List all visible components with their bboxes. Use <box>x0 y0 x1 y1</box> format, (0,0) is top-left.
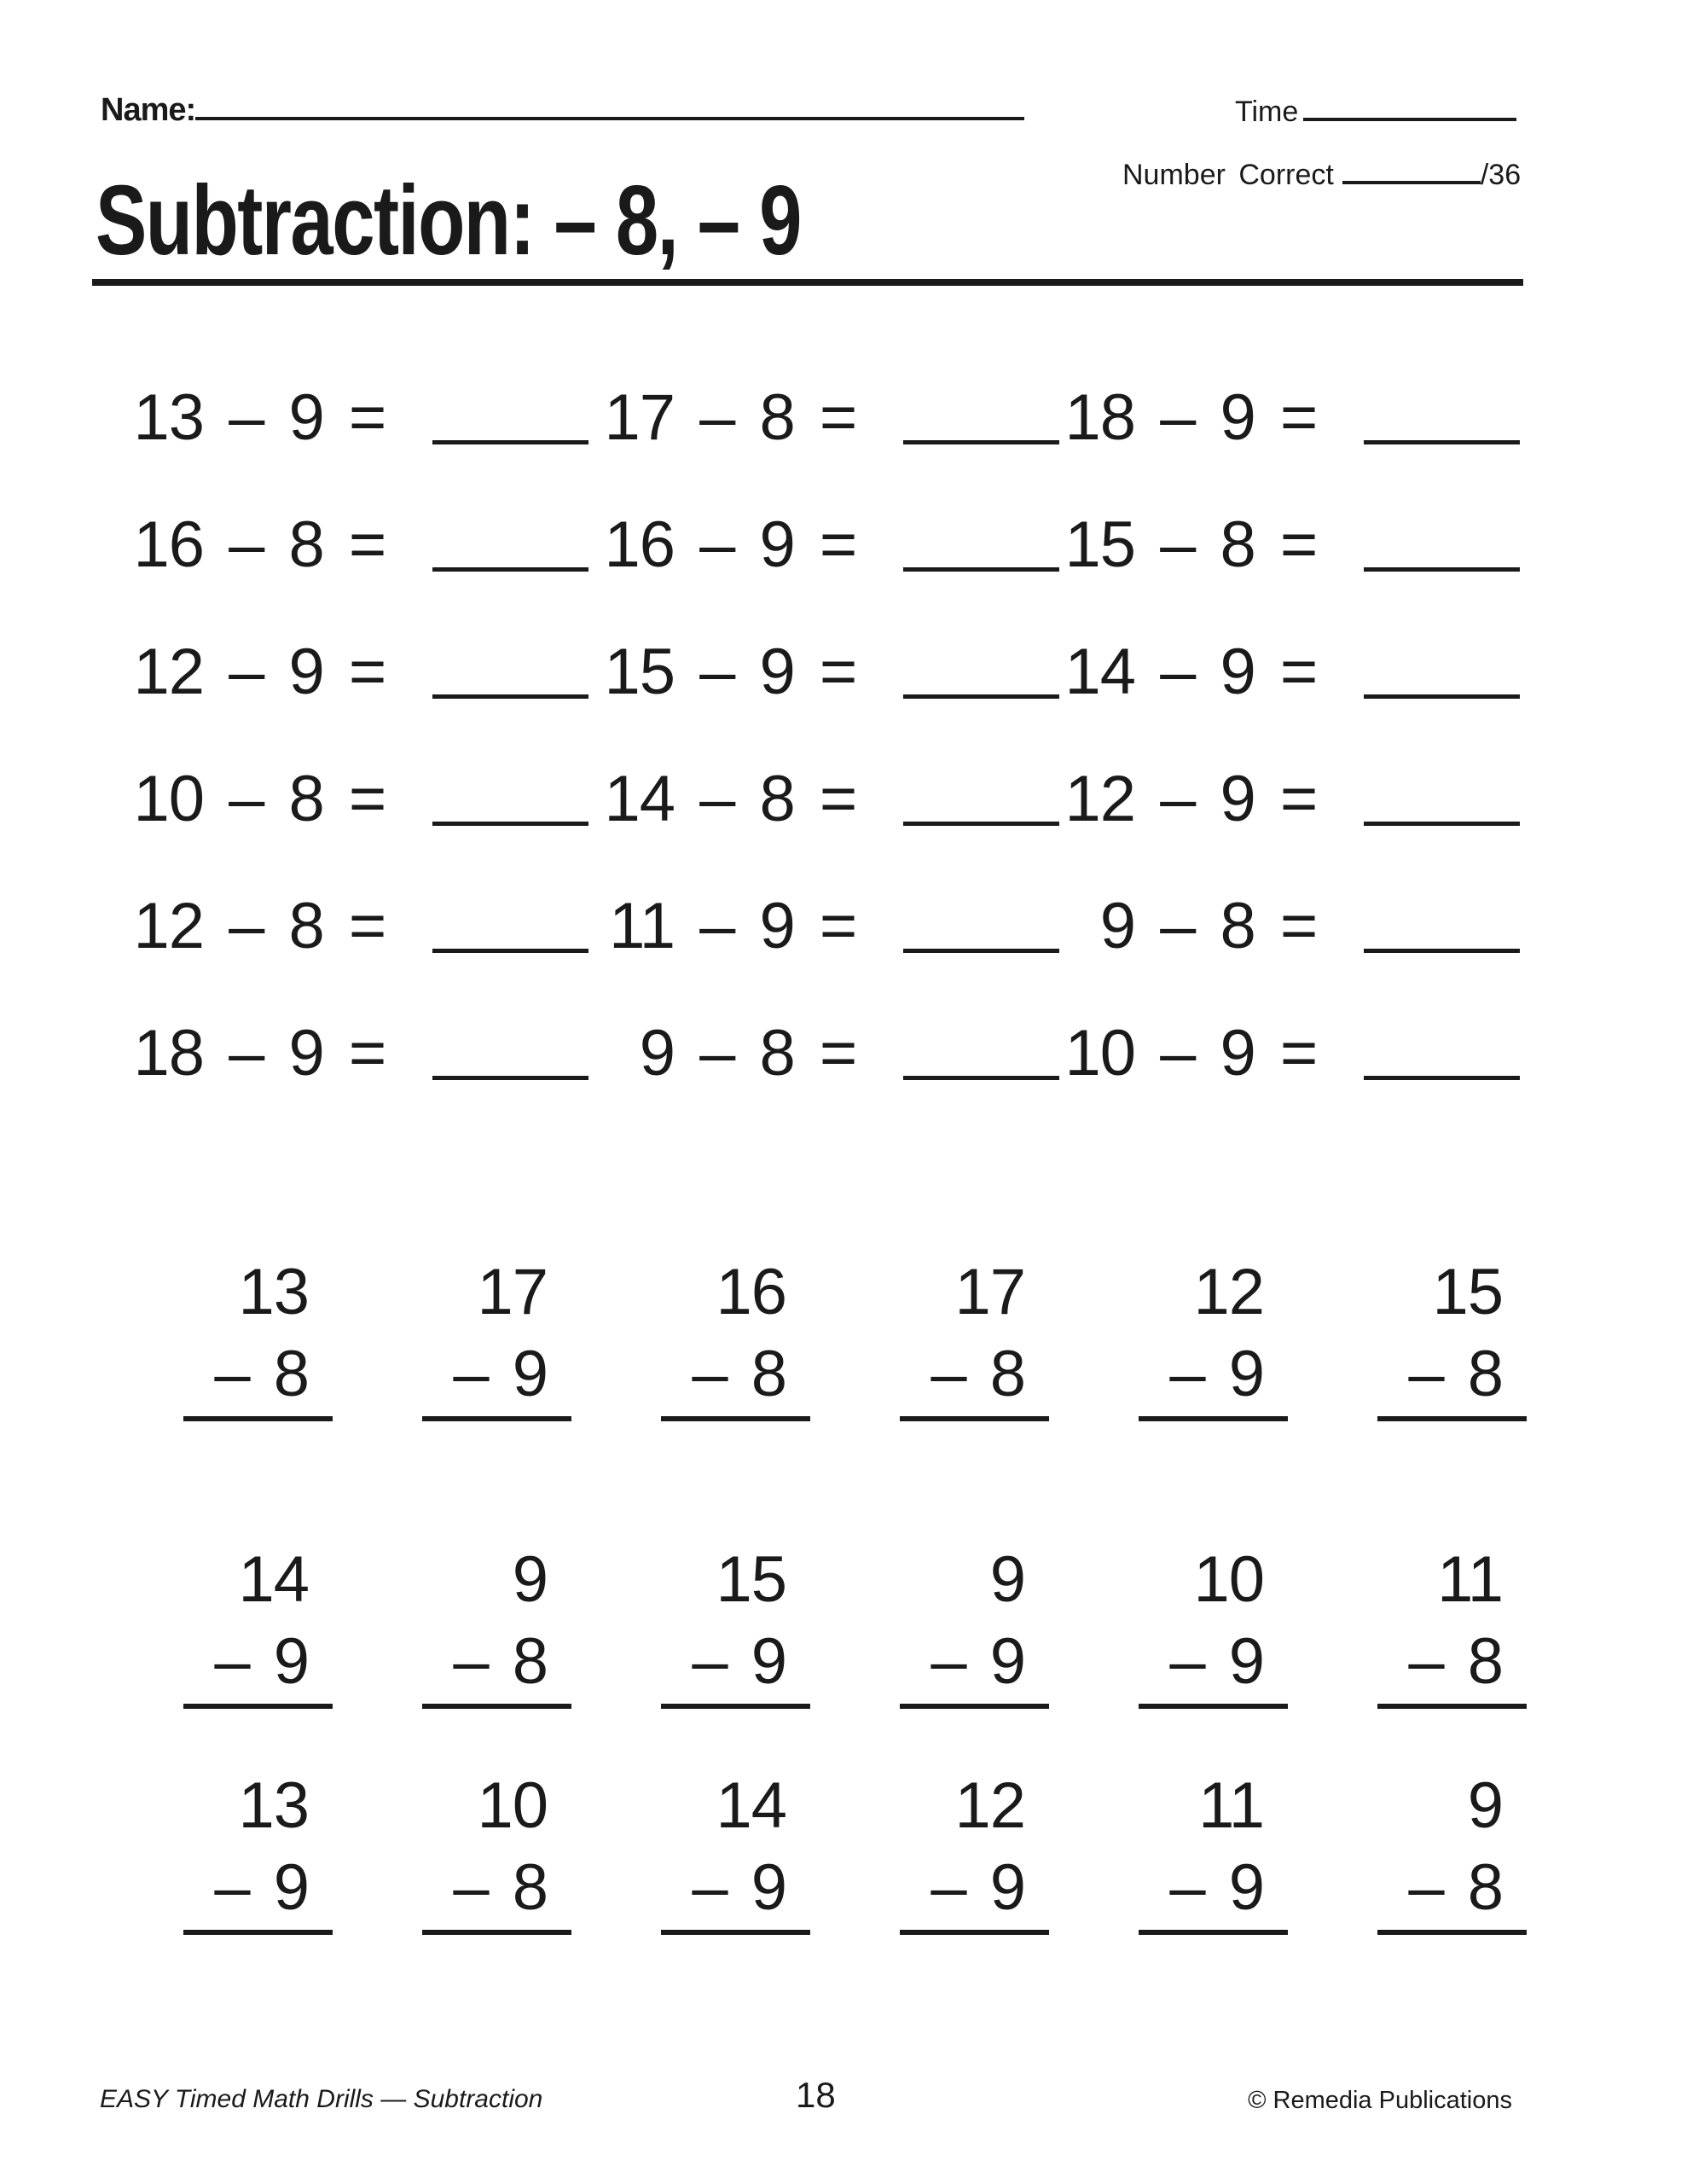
horizontal-problem <box>132 381 588 454</box>
minus-sign: – <box>1135 381 1220 454</box>
subtrahend: 9 <box>1228 1625 1264 1698</box>
subtrahend: 8 <box>1467 1851 1503 1924</box>
subtrahend: 8 <box>759 1017 795 1089</box>
footer-series-title: EASY Timed Math Drills — Subtraction <box>100 2085 543 2113</box>
answer-line[interactable] <box>1139 1704 1288 1709</box>
minus-sign: – <box>1135 1017 1220 1089</box>
horizontal-problem <box>132 636 588 708</box>
answer-blank[interactable] <box>903 940 1059 953</box>
subtrahend-row <box>900 1851 1049 1924</box>
minuend: 17 <box>954 1256 1025 1328</box>
minuend: 17 <box>604 381 675 454</box>
vertical-problem <box>661 1256 810 1421</box>
subtrahend: 9 <box>989 1625 1025 1698</box>
vertical-problem <box>1139 1256 1288 1421</box>
horizontal-problem <box>132 508 588 581</box>
subtrahend: 8 <box>1467 1625 1503 1698</box>
equals-sign: = <box>1255 636 1342 708</box>
subtrahend: 8 <box>759 763 795 835</box>
answer-line[interactable] <box>900 1416 1049 1421</box>
horizontal-problem <box>603 890 1059 962</box>
answer-blank[interactable] <box>432 1067 588 1080</box>
minuend: 11 <box>1437 1543 1503 1616</box>
equals-sign: = <box>323 381 411 454</box>
horizontal-problem <box>1064 1017 1520 1089</box>
answer-line[interactable] <box>900 1704 1049 1709</box>
answer-line[interactable] <box>1377 1416 1527 1421</box>
subtrahend: 9 <box>759 636 795 708</box>
title-facts: – 8, – 9 <box>554 165 801 276</box>
minus-sign: – <box>1169 1625 1205 1698</box>
answer-blank[interactable] <box>903 686 1059 699</box>
minus-sign: – <box>204 636 289 708</box>
number-correct-label: Number Correct <box>1122 159 1334 191</box>
minuend: 10 <box>133 763 204 835</box>
minuend: 9 <box>512 1543 548 1616</box>
answer-line[interactable] <box>661 1416 810 1421</box>
minuend: 16 <box>716 1256 786 1328</box>
subtrahend: 9 <box>288 381 324 454</box>
answer-blank[interactable] <box>432 432 588 444</box>
subtrahend-row <box>661 1851 810 1924</box>
minuend: 13 <box>238 1769 309 1842</box>
equals-sign: = <box>323 1017 411 1089</box>
answer-blank[interactable] <box>903 559 1059 572</box>
vertical-problem <box>661 1543 810 1709</box>
minuend: 14 <box>238 1543 309 1616</box>
vertical-problem <box>1139 1769 1288 1935</box>
equals-sign: = <box>1255 763 1342 835</box>
horizontal-problem <box>603 636 1059 708</box>
vertical-problem <box>900 1769 1049 1935</box>
subtrahend: 8 <box>1220 890 1255 962</box>
minus-sign: – <box>675 636 760 708</box>
minuend: 18 <box>1064 381 1135 454</box>
answer-blank[interactable] <box>432 559 588 572</box>
subtrahend-row <box>1139 1338 1288 1410</box>
vertical-problem <box>1377 1769 1527 1935</box>
subtrahend: 8 <box>751 1338 786 1410</box>
equals-sign: = <box>1255 508 1342 581</box>
answer-blank[interactable] <box>1364 686 1520 699</box>
horizontal-problem <box>1064 381 1520 454</box>
subtrahend: 9 <box>1220 763 1255 835</box>
subtrahend: 9 <box>1228 1338 1264 1410</box>
horizontal-problem <box>132 763 588 835</box>
subtrahend: 8 <box>1220 508 1255 581</box>
minus-sign: – <box>1169 1851 1205 1924</box>
answer-line[interactable] <box>1377 1930 1527 1935</box>
vertical-problem <box>422 1256 571 1421</box>
minuend: 13 <box>133 381 204 454</box>
subtrahend: 8 <box>1467 1338 1503 1410</box>
minuend: 16 <box>604 508 675 581</box>
answer-line[interactable] <box>422 1416 571 1421</box>
horizontal-problem <box>1064 890 1520 962</box>
minus-sign: – <box>930 1851 966 1924</box>
subtrahend-row <box>1139 1625 1288 1698</box>
answer-line[interactable] <box>1377 1704 1527 1709</box>
minus-sign: – <box>204 763 289 835</box>
subtrahend-row <box>183 1338 333 1410</box>
minus-sign: – <box>214 1625 250 1698</box>
answer-blank[interactable] <box>1364 432 1520 444</box>
equals-sign: = <box>323 508 411 581</box>
horizontal-problem <box>1064 508 1520 581</box>
subtrahend: 9 <box>512 1338 548 1410</box>
minuend: 9 <box>989 1543 1025 1616</box>
minus-sign: – <box>453 1851 489 1924</box>
minuend: 15 <box>1432 1256 1503 1328</box>
answer-line[interactable] <box>183 1704 333 1709</box>
minuend: 15 <box>604 636 675 708</box>
minuend: 10 <box>1064 1017 1135 1089</box>
minuend: 12 <box>954 1769 1025 1842</box>
minuend: 13 <box>238 1256 309 1328</box>
minus-sign: – <box>675 381 760 454</box>
minuend: 10 <box>1193 1543 1264 1616</box>
answer-line[interactable] <box>183 1930 333 1935</box>
subtrahend: 9 <box>1220 1017 1255 1089</box>
minuend: 14 <box>1064 636 1135 708</box>
answer-blank[interactable] <box>1364 813 1520 826</box>
subtrahend-row <box>1139 1851 1288 1924</box>
answer-blank[interactable] <box>1364 1067 1520 1080</box>
equals-sign: = <box>794 890 882 962</box>
footer-copyright: © Remedia Publications <box>1248 2087 1512 2114</box>
equals-sign: = <box>323 890 411 962</box>
page-title <box>96 165 801 276</box>
horizontal-problem <box>132 890 588 962</box>
minus-sign: – <box>214 1851 250 1924</box>
answer-line[interactable] <box>422 1930 571 1935</box>
minuend: 12 <box>133 636 204 708</box>
vertical-problem <box>661 1769 810 1935</box>
equals-sign: = <box>794 763 882 835</box>
answer-blank[interactable] <box>432 686 588 699</box>
minus-sign: – <box>1135 763 1220 835</box>
equals-sign: = <box>323 763 411 835</box>
minus-sign: – <box>214 1338 250 1410</box>
minus-sign: – <box>675 890 760 962</box>
score-denominator: /36 <box>1480 159 1522 191</box>
subtrahend: 9 <box>1220 381 1255 454</box>
time-input-line[interactable] <box>1303 107 1516 121</box>
subtrahend: 9 <box>759 890 795 962</box>
subtrahend-row <box>422 1851 571 1924</box>
answer-blank[interactable] <box>903 432 1059 444</box>
subtrahend: 8 <box>759 381 795 454</box>
subtrahend-row <box>422 1625 571 1698</box>
subtrahend-row <box>900 1625 1049 1698</box>
time-row <box>1235 96 1516 129</box>
equals-sign: = <box>1255 890 1342 962</box>
subtrahend-row <box>183 1851 333 1924</box>
answer-line[interactable] <box>1139 1930 1288 1935</box>
subtrahend-row <box>422 1338 571 1410</box>
vertical-problem <box>183 1769 333 1935</box>
minus-sign: – <box>675 508 760 581</box>
horizontal-problem <box>603 508 1059 581</box>
minuend: 16 <box>133 508 204 581</box>
score-input-line[interactable] <box>1342 171 1481 184</box>
subtrahend: 9 <box>273 1625 309 1698</box>
subtrahend: 8 <box>512 1625 548 1698</box>
minus-sign: – <box>675 763 760 835</box>
subtrahend: 9 <box>1220 636 1255 708</box>
answer-line[interactable] <box>183 1416 333 1421</box>
vertical-problem <box>1377 1256 1527 1421</box>
minuend: 18 <box>133 1017 204 1089</box>
name-input-line[interactable] <box>195 107 1024 120</box>
answer-blank[interactable] <box>432 813 588 826</box>
horizontal-problem <box>1064 763 1520 835</box>
subtrahend: 9 <box>1228 1851 1264 1924</box>
minus-sign: – <box>453 1338 489 1410</box>
subtrahend: 8 <box>512 1851 548 1924</box>
vertical-problem <box>422 1543 571 1709</box>
vertical-problem <box>183 1543 333 1709</box>
subtrahend-row <box>1377 1625 1527 1698</box>
name-label: Name: <box>101 92 196 128</box>
minuend: 9 <box>639 1017 675 1089</box>
minus-sign: – <box>204 890 289 962</box>
minus-sign: – <box>1408 1625 1444 1698</box>
minuend: 14 <box>604 763 675 835</box>
time-label: Time <box>1235 96 1299 128</box>
vertical-problem <box>1377 1543 1527 1709</box>
minus-sign: – <box>1135 508 1220 581</box>
answer-line[interactable] <box>661 1704 810 1709</box>
subtrahend: 8 <box>273 1338 309 1410</box>
subtrahend: 9 <box>288 1017 324 1089</box>
vertical-problem <box>1139 1543 1288 1709</box>
minus-sign: – <box>204 508 289 581</box>
vertical-problem <box>183 1256 333 1421</box>
title-main: Subtraction: <box>96 165 535 276</box>
horizontal-problem <box>603 1017 1059 1089</box>
horizontal-problem <box>132 1017 588 1089</box>
subtrahend-row <box>661 1338 810 1410</box>
minus-sign: – <box>453 1625 489 1698</box>
vertical-problem <box>900 1256 1049 1421</box>
equals-sign: = <box>1255 381 1342 454</box>
subtrahend: 8 <box>288 763 324 835</box>
minuend: 12 <box>1193 1256 1264 1328</box>
subtrahend: 8 <box>288 890 324 962</box>
answer-line[interactable] <box>661 1930 810 1935</box>
minus-sign: – <box>1408 1338 1444 1410</box>
minus-sign: – <box>1169 1338 1205 1410</box>
equals-sign: = <box>794 636 882 708</box>
minuend: 17 <box>477 1256 548 1328</box>
horizontal-problem <box>603 381 1059 454</box>
minus-sign: – <box>1135 890 1220 962</box>
subtrahend-row <box>661 1625 810 1698</box>
answer-blank[interactable] <box>903 1067 1059 1080</box>
minus-sign: – <box>675 1017 760 1089</box>
subtrahend: 9 <box>288 636 324 708</box>
minuend: 14 <box>716 1769 786 1842</box>
minuend: 11 <box>1198 1769 1264 1842</box>
minuend: 9 <box>1099 890 1135 962</box>
name-row <box>101 92 1024 129</box>
horizontal-problem <box>1064 636 1520 708</box>
page-number: 18 <box>796 2075 836 2115</box>
subtrahend-row <box>1377 1338 1527 1410</box>
answer-line[interactable] <box>900 1930 1049 1935</box>
subtrahend: 8 <box>989 1338 1025 1410</box>
minuend: 9 <box>1467 1769 1503 1842</box>
equals-sign: = <box>323 636 411 708</box>
answer-line[interactable] <box>422 1704 571 1709</box>
minus-sign: – <box>930 1338 966 1410</box>
subtrahend: 9 <box>273 1851 309 1924</box>
minus-sign: – <box>692 1338 728 1410</box>
answer-blank[interactable] <box>432 940 588 953</box>
minus-sign: – <box>692 1851 728 1924</box>
minuend: 12 <box>1064 763 1135 835</box>
subtrahend-row <box>183 1625 333 1698</box>
minus-sign: – <box>692 1625 728 1698</box>
answer-blank[interactable] <box>903 813 1059 826</box>
subtrahend: 9 <box>759 508 795 581</box>
minus-sign: – <box>204 381 289 454</box>
minus-sign: – <box>1135 636 1220 708</box>
horizontal-problem <box>603 763 1059 835</box>
minuend: 10 <box>477 1769 548 1842</box>
title-rule <box>92 279 1523 286</box>
equals-sign: = <box>794 1017 882 1089</box>
equals-sign: = <box>794 508 882 581</box>
subtrahend: 9 <box>989 1851 1025 1924</box>
equals-sign: = <box>794 381 882 454</box>
minuend: 11 <box>609 890 675 962</box>
answer-line[interactable] <box>1139 1416 1288 1421</box>
subtrahend: 9 <box>751 1625 786 1698</box>
vertical-problem <box>422 1769 571 1935</box>
subtrahend: 9 <box>751 1851 786 1924</box>
minuend: 15 <box>1064 508 1135 581</box>
score-row <box>1122 159 1521 192</box>
minus-sign: – <box>930 1625 966 1698</box>
answer-blank[interactable] <box>1364 559 1520 572</box>
minuend: 12 <box>133 890 204 962</box>
subtrahend-row <box>900 1338 1049 1410</box>
minuend: 15 <box>716 1543 786 1616</box>
answer-blank[interactable] <box>1364 940 1520 953</box>
equals-sign: = <box>1255 1017 1342 1089</box>
minus-sign: – <box>204 1017 289 1089</box>
subtrahend-row <box>1377 1851 1527 1924</box>
subtrahend: 8 <box>288 508 324 581</box>
minus-sign: – <box>1408 1851 1444 1924</box>
vertical-problem <box>900 1543 1049 1709</box>
